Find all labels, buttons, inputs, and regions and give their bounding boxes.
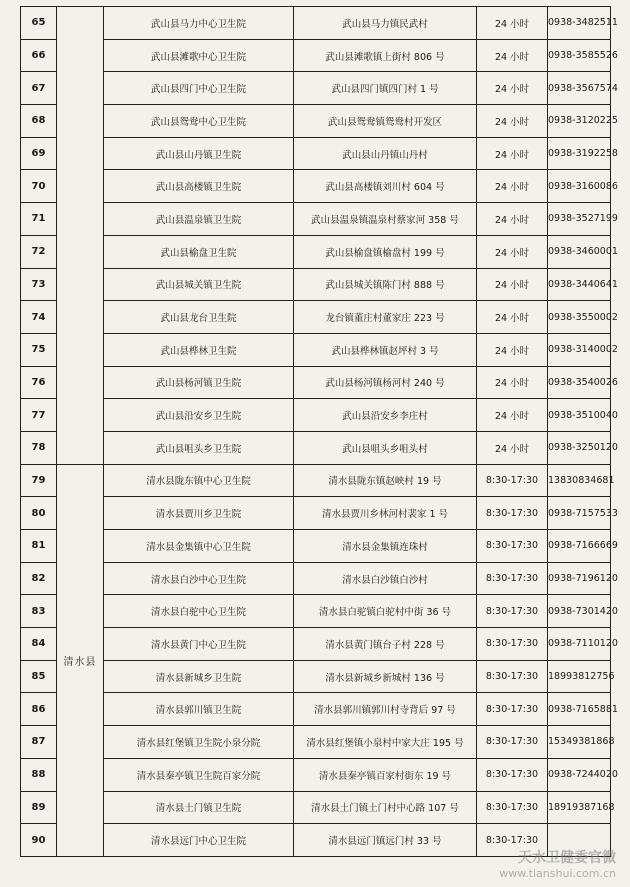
hospital-name: 清水县白沙中心卫生院	[104, 562, 294, 595]
table-row	[21, 464, 611, 497]
phone-number: 15349381868	[548, 726, 611, 759]
watermark	[499, 850, 616, 881]
county-cell-blank	[57, 7, 104, 465]
phone-number: 0938-7244020	[548, 758, 611, 791]
hospital-name: 清水县土门镇卫生院	[104, 791, 294, 824]
row-number: 75	[21, 333, 57, 366]
table-row	[21, 693, 611, 726]
hospital-address: 清水县贾川乡林河村裴家 1 号	[294, 497, 477, 530]
table-row	[21, 72, 611, 105]
phone-number: 0938-7157533	[548, 497, 611, 530]
table-row	[21, 791, 611, 824]
row-number: 80	[21, 497, 57, 530]
hospital-table	[20, 6, 618, 857]
service-hours: 8:30-17:30	[477, 824, 548, 857]
service-hours: 24 小时	[477, 333, 548, 366]
phone-number: 0938-3527199	[548, 203, 611, 236]
hospital-address: 武山县马力镇民武村	[294, 7, 477, 40]
table-row	[21, 366, 611, 399]
table-row	[21, 431, 611, 464]
phone-number: 0938-7166669	[548, 530, 611, 563]
hospital-name: 清水县黄门中心卫生院	[104, 628, 294, 661]
service-hours: 24 小时	[477, 431, 548, 464]
table-row	[21, 7, 611, 40]
row-number: 82	[21, 562, 57, 595]
hospital-address: 武山县滩歌镇上街村 806 号	[294, 39, 477, 72]
hospital-name: 武山县沿安乡卫生院	[104, 399, 294, 432]
hospital-name: 清水县金集镇中心卫生院	[104, 530, 294, 563]
table-row	[21, 170, 611, 203]
service-hours: 8:30-17:30	[477, 497, 548, 530]
table-row	[21, 203, 611, 236]
hospital-address: 清水县新城乡新城村 136 号	[294, 660, 477, 693]
row-number: 86	[21, 693, 57, 726]
hospital-address: 清水县白沙镇白沙村	[294, 562, 477, 595]
row-number: 89	[21, 791, 57, 824]
hospital-address: 武山县城关镇陈门村 888 号	[294, 268, 477, 301]
hospital-name: 武山县滩歌中心卫生院	[104, 39, 294, 72]
watermark-site: www.tianshui.com.cn	[499, 867, 616, 881]
phone-number: 13830834681	[548, 464, 611, 497]
hospital-name: 武山县杨河镇卫生院	[104, 366, 294, 399]
row-number: 81	[21, 530, 57, 563]
row-number: 72	[21, 235, 57, 268]
hospital-name: 清水县秦亭镇卫生院百家分院	[104, 758, 294, 791]
phone-number: 0938-3482511	[548, 7, 611, 40]
hospital-name: 武山县四门中心卫生院	[104, 72, 294, 105]
table-row	[21, 497, 611, 530]
table-row	[21, 39, 611, 72]
table-row	[21, 105, 611, 138]
row-number: 90	[21, 824, 57, 857]
phone-number: 0938-3567574	[548, 72, 611, 105]
hospital-address: 武山县杨河镇杨河村 240 号	[294, 366, 477, 399]
hospital-address: 清水县陇东镇赵峡村 19 号	[294, 464, 477, 497]
service-hours: 8:30-17:30	[477, 595, 548, 628]
row-number: 85	[21, 660, 57, 693]
hospital-address: 清水县秦亭镇百家村街东 19 号	[294, 758, 477, 791]
row-number: 87	[21, 726, 57, 759]
hospital-name: 清水县贾川乡卫生院	[104, 497, 294, 530]
row-number: 67	[21, 72, 57, 105]
table-row	[21, 628, 611, 661]
table-row	[21, 758, 611, 791]
phone-number: 18993812756	[548, 660, 611, 693]
service-hours: 8:30-17:30	[477, 464, 548, 497]
phone-number: 0938-3460001	[548, 235, 611, 268]
row-number: 84	[21, 628, 57, 661]
service-hours: 8:30-17:30	[477, 562, 548, 595]
hospital-address: 武山县榆盘镇榆盘村 199 号	[294, 235, 477, 268]
phone-number: 0938-3160086	[548, 170, 611, 203]
table-row	[21, 562, 611, 595]
hospital-address: 清水县白驼镇白驼村中街 36 号	[294, 595, 477, 628]
hospital-name: 清水县陇东镇中心卫生院	[104, 464, 294, 497]
service-hours: 24 小时	[477, 268, 548, 301]
hospital-address: 武山县温泉镇温泉村蔡家河 358 号	[294, 203, 477, 236]
row-number: 76	[21, 366, 57, 399]
row-number: 78	[21, 431, 57, 464]
hospital-address: 武山县鸳鸯镇鸳鸯村开发区	[294, 105, 477, 138]
hospital-address: 清水县红堡镇小泉村中家大庄 195 号	[294, 726, 477, 759]
hospital-name: 武山县山丹镇卫生院	[104, 137, 294, 170]
hospital-address: 武山县山丹镇山丹村	[294, 137, 477, 170]
hospital-name: 武山县榆盘卫生院	[104, 235, 294, 268]
hospital-name: 武山县鸳鸯中心卫生院	[104, 105, 294, 138]
phone-number: 0938-3140002	[548, 333, 611, 366]
table-row	[21, 399, 611, 432]
hospital-name: 武山县马力中心卫生院	[104, 7, 294, 40]
county-cell: 清水县	[57, 464, 104, 856]
phone-number: 0938-3510040	[548, 399, 611, 432]
table-row	[21, 268, 611, 301]
hospital-address: 清水县金集镇连珠村	[294, 530, 477, 563]
table-body	[21, 7, 618, 857]
hospital-name: 清水县远门中心卫生院	[104, 824, 294, 857]
hospital-address: 武山县四门镇四门村 1 号	[294, 72, 477, 105]
phone-number: 0938-7110120	[548, 628, 611, 661]
phone-number: 0938-3192258	[548, 137, 611, 170]
hospital-address: 清水县远门镇远门村 33 号	[294, 824, 477, 857]
hospital-address: 武山县高楼镇刘川村 604 号	[294, 170, 477, 203]
row-number: 71	[21, 203, 57, 236]
hospital-address: 清水县郭川镇郭川村寺背后 97 号	[294, 693, 477, 726]
service-hours: 24 小时	[477, 72, 548, 105]
hospital-name: 清水县郭川镇卫生院	[104, 693, 294, 726]
service-hours: 24 小时	[477, 366, 548, 399]
table-row	[21, 235, 611, 268]
service-hours: 8:30-17:30	[477, 758, 548, 791]
hospital-address: 武山县桦林镇赵坪村 3 号	[294, 333, 477, 366]
service-hours: 24 小时	[477, 203, 548, 236]
phone-number: 0938-7196120	[548, 562, 611, 595]
table-row	[21, 530, 611, 563]
service-hours: 8:30-17:30	[477, 660, 548, 693]
row-number: 69	[21, 137, 57, 170]
phone-number: 0938-3550002	[548, 301, 611, 334]
row-number: 77	[21, 399, 57, 432]
hospital-address: 武山县咀头乡咀头村	[294, 431, 477, 464]
phone-number: 0938-7165881	[548, 693, 611, 726]
table-row	[21, 595, 611, 628]
hospital-name: 武山县咀头乡卫生院	[104, 431, 294, 464]
row-number: 66	[21, 39, 57, 72]
row-number: 79	[21, 464, 57, 497]
table-row	[21, 137, 611, 170]
service-hours: 24 小时	[477, 39, 548, 72]
watermark-title: 天水卫健委官微	[518, 849, 616, 866]
hospital-address: 清水县黄门镇台子村 228 号	[294, 628, 477, 661]
hospital-name: 武山县高楼镇卫生院	[104, 170, 294, 203]
row-number: 88	[21, 758, 57, 791]
row-number: 68	[21, 105, 57, 138]
row-number: 73	[21, 268, 57, 301]
hospital-name: 清水县红堡镇卫生院小泉分院	[104, 726, 294, 759]
hospital-name: 清水县新城乡卫生院	[104, 660, 294, 693]
phone-number: 0938-3585526	[548, 39, 611, 72]
hospital-address: 龙台镇董庄村董家庄 223 号	[294, 301, 477, 334]
row-number: 65	[21, 7, 57, 40]
service-hours: 24 小时	[477, 170, 548, 203]
row-number: 74	[21, 301, 57, 334]
phone-number: 0938-3540026	[548, 366, 611, 399]
service-hours: 8:30-17:30	[477, 628, 548, 661]
hospital-address: 武山县沿安乡李庄村	[294, 399, 477, 432]
service-hours: 8:30-17:30	[477, 693, 548, 726]
service-hours: 24 小时	[477, 105, 548, 138]
row-number: 70	[21, 170, 57, 203]
phone-number: 0938-7301420	[548, 595, 611, 628]
phone-number: 0938-3250120	[548, 431, 611, 464]
hospital-name: 武山县温泉镇卫生院	[104, 203, 294, 236]
hospital-name: 武山县龙台卫生院	[104, 301, 294, 334]
table-row	[21, 333, 611, 366]
service-hours: 8:30-17:30	[477, 791, 548, 824]
phone-number: 18919387168	[548, 791, 611, 824]
table-row	[21, 726, 611, 759]
hospital-address: 清水县土门镇土门村中心路 107 号	[294, 791, 477, 824]
table-row	[21, 301, 611, 334]
service-hours: 8:30-17:30	[477, 530, 548, 563]
service-hours: 24 小时	[477, 137, 548, 170]
service-hours: 24 小时	[477, 399, 548, 432]
hospital-name: 武山县桦林卫生院	[104, 333, 294, 366]
hospital-name: 清水县白驼中心卫生院	[104, 595, 294, 628]
row-number: 83	[21, 595, 57, 628]
service-hours: 8:30-17:30	[477, 726, 548, 759]
hospital-name: 武山县城关镇卫生院	[104, 268, 294, 301]
service-hours: 24 小时	[477, 7, 548, 40]
table-row	[21, 660, 611, 693]
phone-number: 0938-3120225	[548, 105, 611, 138]
service-hours: 24 小时	[477, 235, 548, 268]
service-hours: 24 小时	[477, 301, 548, 334]
phone-number: 0938-3440641	[548, 268, 611, 301]
